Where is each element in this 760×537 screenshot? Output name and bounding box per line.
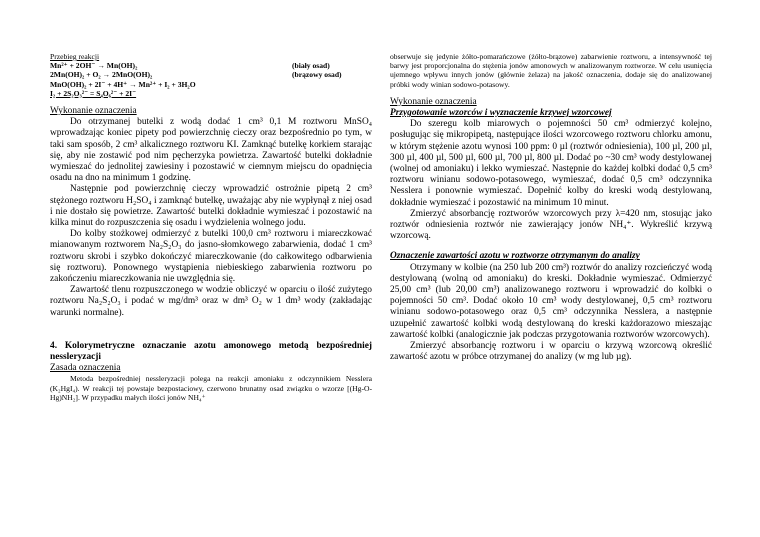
paragraph: Metoda bezpośredniej nessleryzacji polega na reakcji amoniaku z odczynnikiem Nesslera (K₂HgI₄). W reakcji tej powstaje bezpostaciowy, czerwono brunatny osad związku o wzorze [(Hg-O-Hg)NH₂]. W przypadku małych ilości jonów NH₄⁺ <box>50 374 372 402</box>
section-title: 4. Kolorymetryczne oznaczanie azotu amonowego metodą bezpośredniej nessleryzacji <box>50 340 372 363</box>
section-heading: Wykonanie oznaczenia <box>50 106 137 117</box>
reactions-title: Przebieg reakcji <box>50 52 100 61</box>
reaction-row: Mn²⁺ + 2OH⁻ → Mn(OH)₂ (biały osad) <box>50 61 330 71</box>
paragraph: Zmierzyć absorbancję roztworu i w oparciu o krzywą wzorcową określić zawartość azotu w próbce otrzymanej do analizy (w mg lub µg). <box>390 341 712 363</box>
reaction-row: I₂ + 2S₂O₃²⁻ = S₄O₆²⁻ + 2I⁻ <box>50 88 137 98</box>
reaction-row: 2Mn(OH)₂ + O₂ → 2MnO(OH)₂ (brązowy osad) <box>50 70 342 80</box>
paragraph: Zawartość tlenu rozpuszczonego w wodzie obliczyć w oparciu o ilość zużytego roztworu Na₂S₂O₃ i podać w mg/dm³ oraz w dm³ O₂ w 1 dm³ wody (zakładając warunki normalne). <box>50 285 372 318</box>
subheading: Przygotowanie wzorców i wyznaczenie krzywej wzorcowej <box>390 108 612 119</box>
paragraph: Do otrzymanej butelki z wodą dodać 1 cm³ 0,1 M roztworu MnSO₄ wprowadzając koniec pipety pod powierzchnię cieczy oraz bezpośrednio po tym, w taki sam sposób, 2 cm³ alkalicznego roztworu KI. Zamknąć butelkę korkiem starając się, aby nie zostawić pod nim pęcherzyka powietrza. Zawartość butelki dokładnie wymieszać do jednolitej zawiesiny i pozostawić w ciemnym miejscu do opadnięcia osadu na dno na minimum 1 godzinę. <box>50 117 372 184</box>
right-column <box>390 52 712 363</box>
section-heading: Wykonanie oznaczenia <box>390 96 477 107</box>
section-heading: Zasada oznaczenia <box>50 363 121 374</box>
paragraph: Do szeregu kolb miarowych o pojemności 50 cm³ odmierzyć kolejno, posługując się mikropipetą, następujące ilości wzorcowego roztworu chlorku amonu, w którym stężenie azotu wynosi 100 ppm: 0 µl (roztwór odniesienia), 100 µl, 200 µl, 300 µl, 400 µl, 500 µl, 600 µl, 700 µl, 800 µl. Dodać po ~30 cm³ wody destylowanej (wolnej od amoniaku) i lekko wymieszać. Następnie do każdej kolbki dodać 0,5 cm³ roztworu winianu sodowo-potasowego, wymieszać, dodać 0,5 cm³ odczynnika Nesslera i ponownie wymieszać. Dopełnić kolby do kreski wodą destylowaną, dokładnie wymieszać i pozostawić na minimum 10 minut. <box>390 119 712 208</box>
paragraph: Otrzymany w kolbie (na 250 lub 200 cm³) roztwór do analizy rozcieńczyć wodą destylowaną (wolną od amoniaku) do kreski. Dokładnie wymieszać. Odmierzyć 25,00 cm³ (lub 20,00 cm³) analizowanego roztworu i wprowadzić do kolbki o pojemności 50 cm³. Dodać około 10 cm³ wody destylowanej, 0,5 cm³ roztworu winianu sodowo-potasowego oraz 0,5 cm³ odczynnika Nesslera, a następnie uzupełnić zawartość kolbki wodą destylowaną do kreski każdorazowo mieszając zawartość kolbki (analogicznie jak podczas przygotowania roztworów wzorcowych). <box>390 262 712 340</box>
reaction-row: MnO(OH)₂ + 2I⁻ + 4H⁺ → Mn²⁺ + I₂ + 3H₂O <box>50 79 196 89</box>
subheading: Oznaczenie zawartości azotu w roztworze otrzymanym do analizy <box>390 251 640 262</box>
paragraph: obserwuje się jedynie żółto-pomarańczowe (żółto-brązowe) zabarwienie roztworu, a intensywność tej barwy jest proporcjonalna do stężenia jonów amonowych w analizowanym roztworze. W celu usunięcia ujemnego wpływu innych jonów (głównie żelaza) na jakość oznaczenia, dodaje się do analizowanej próbki wody winian sodowo-potasowy. <box>390 52 712 89</box>
paragraph: Do kolby stożkowej odmierzyć z butelki 100,0 cm³ roztworu i miareczkować mianowanym roztworem Na₂S₂O₃ do jasno-słomkowego zabarwienia, dodać 1 cm³ roztworu skrobi i szybko dokończyć miareczkowanie (do całkowitego odbarwienia się roztworu). Ponownego wystąpienia niebieskiego zabarwienia roztworu po zakończeniu miareczkowania nie uwzględnia się. <box>50 229 372 285</box>
paragraph: Zmierzyć absorbancję roztworów wzorcowych przy λ=420 nm, stosując jako roztwór odniesienia roztwór nie zawierający jonów NH₄⁺. Wykreślić krzywą wzorcową. <box>390 208 712 242</box>
paragraph: Następnie pod powierzchnię cieczy wprowadzić ostrożnie pipetą 2 cm³ stężonego roztworu H₂SO₄ i zamknąć butelkę, uważając aby nie wypłynął z niej osad i nie dostało się powietrze. Zawartość butelki dokładnie wymieszać i pozostawić na kilka minut do rozpuszczenia się osadu i wydzielenia wolnego jodu. <box>50 184 372 229</box>
left-column <box>50 52 372 402</box>
